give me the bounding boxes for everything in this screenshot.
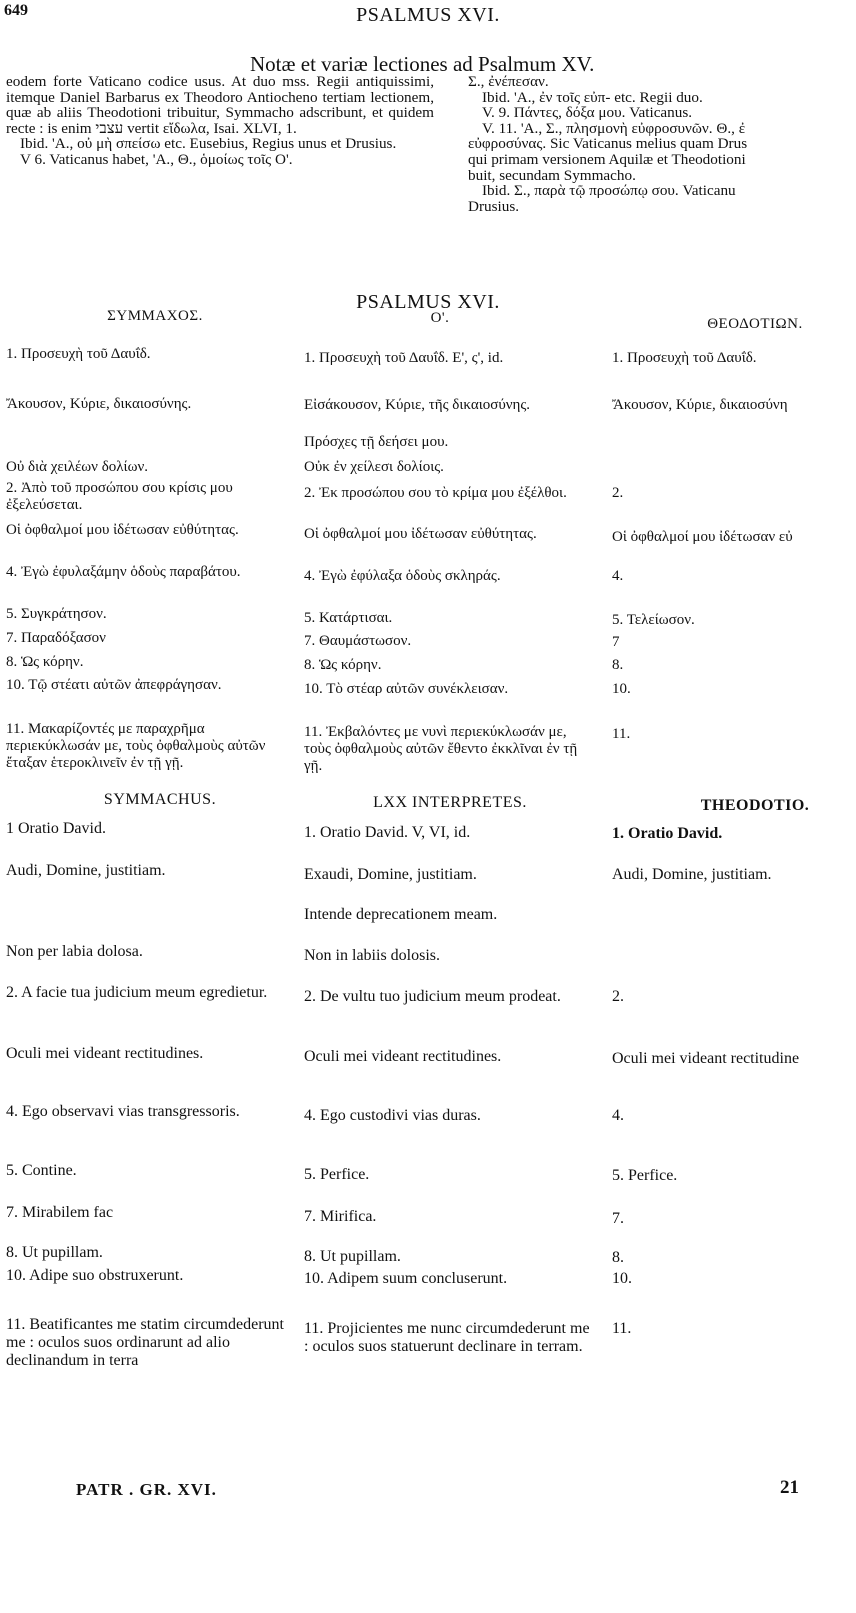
- greek-symmachus-row: 5. Συγκράτησον.: [6, 606, 107, 622]
- notes-title: Notæ et variæ lectiones ad Psalmum XV.: [250, 52, 595, 76]
- latin-symmachus-row: 5. Contine.: [6, 1162, 77, 1179]
- note-line: V. 11. 'A., Σ., πλησμονὴ εὐφροσυνῶν. Θ., ἐ: [482, 119, 746, 137]
- greek-lxx-row: 1. Προσευχὴ τοῦ Δαυΐδ. Ε', ς', id.: [304, 350, 504, 366]
- latin-symmachus-row: Audi, Domine, justitiam.: [6, 862, 166, 879]
- latin-lxx-row: 5. Perfice.: [304, 1166, 370, 1183]
- latin-symmachus-row: 11. Beatificantes me statim circumdederunt me : oculos suos ordinarunt ad alio declinandum in terra: [6, 1316, 284, 1369]
- note-line: Σ., ἐνέπεσαν.: [468, 73, 549, 90]
- greek-lxx-row: 7. Θαυμάστωσον.: [304, 633, 412, 649]
- latin-theodotio-row: Audi, Domine, justitiam.: [612, 866, 772, 883]
- latin-header-theodotio: THEODOTIO.: [700, 797, 810, 814]
- greek-symmachus-row: Οὐ διὰ χειλέων δολίων.: [6, 459, 148, 475]
- greek-symmachus-row: 11. Μακαρίζοντές με παραχρῆμα περιεκύκλωσάν με, τοὺς ὀφθαλμοὺς αὐτῶν ἔταξαν ἑτεροκλινεῖν ἐν τῇ γῇ.: [6, 721, 266, 771]
- greek-symmachus-row: 4. Ἐγὼ ἐφυλαξάμην ὁδοὺς παραβάτου.: [6, 564, 241, 580]
- note-line: εὐφροσύνας. Sic Vaticanus melius quam Drus: [468, 135, 748, 153]
- latin-symmachus-row: 4. Ego observavi vias transgressoris.: [6, 1103, 240, 1120]
- note-line: Ibid. Σ., παρὰ τῷ προσώπῳ σου. Vaticanu: [482, 182, 736, 200]
- latin-theodotio-row: Oculi mei videant rectitudine: [612, 1050, 800, 1067]
- latin-theodotio-row: 4.: [612, 1107, 624, 1124]
- greek-lxx-row: 10. Τὸ στέαρ αὐτῶν συνέκλεισαν.: [304, 681, 509, 697]
- latin-theodotio-row: 10.: [612, 1270, 632, 1287]
- greek-theodotion-row: 11.: [612, 726, 631, 742]
- greek-theodotion-row: 10.: [612, 681, 631, 697]
- note-line: Drusius.: [468, 197, 520, 215]
- notes-left-column: [6, 74, 434, 168]
- greek-theodotion-row: 7: [612, 634, 620, 650]
- note-paragraph: Ibid. 'A., οὐ μὴ σπείσω etc. Eusebius, Regius unus et Drusius.: [20, 135, 397, 153]
- greek-symmachus-row: Οἱ ὀφθαλμοί μου ἰδέτωσαν εὐθύτητας.: [6, 522, 239, 538]
- greek-header-lxx: Ο'.: [430, 310, 450, 326]
- greek-symmachus-row: 1. Προσευχὴ τοῦ Δαυΐδ.: [6, 346, 151, 362]
- greek-symmachus-row: 7. Παραδόξασον: [6, 630, 106, 646]
- psalm-title: PSALMUS XVI.: [356, 291, 500, 313]
- greek-lxx-row: 4. Ἐγὼ ἐφύλαξα ὁδοὺς σκληράς.: [304, 568, 501, 584]
- latin-symmachus-row: 10. Adipe suo obstruxerunt.: [6, 1267, 184, 1284]
- latin-symmachus-row: 1 Oratio David.: [6, 820, 106, 837]
- latin-theodotio-row: 11.: [612, 1320, 632, 1337]
- latin-lxx-row: 11. Projicientes me nunc circumdederunt me : oculos suos statuerunt declinare in terram.: [304, 1320, 590, 1355]
- greek-symmachus-row: 10. Τῷ στέατι αὐτῶν ἀπεφράγησαν.: [6, 677, 222, 693]
- greek-theodotion-row: 8.: [612, 657, 624, 673]
- greek-theodotion-row: 1. Προσευχὴ τοῦ Δαυΐδ.: [612, 350, 757, 366]
- note-line: Ibid. 'A., ἐν τοῖς εὐπ- etc. Regii duo.: [482, 88, 703, 106]
- greek-header-theodotion: ΘΕΟΔΟΤΙΩΝ.: [707, 316, 803, 332]
- greek-theodotion-row: 2.: [612, 485, 624, 501]
- latin-lxx-row: Intende deprecationem meam.: [304, 906, 498, 923]
- latin-symmachus-row: 2. A facie tua judicium meum egredietur.: [6, 984, 268, 1001]
- latin-header-lxx: LXX INTERPRETES.: [373, 794, 527, 811]
- footer-volume-signature: PATR . GR. XVI.: [76, 1480, 217, 1499]
- note-line: qui primam versionem Aquilæ et Theodotioni: [468, 150, 746, 168]
- latin-theodotio-row: 2.: [612, 988, 624, 1005]
- latin-theodotio-row: 1. Oratio David.: [612, 825, 723, 842]
- footer-signature-number: 21: [780, 1477, 799, 1498]
- latin-symmachus-row: 7. Mirabilem fac: [6, 1204, 114, 1221]
- latin-lxx-row: 1. Oratio David. V, VI, id.: [304, 824, 471, 841]
- greek-lxx-row: Εἰσάκουσον, Κύριε, τῆς δικαιοσύνης.: [304, 397, 531, 413]
- latin-lxx-row: 2. De vultu tuo judicium meum prodeat.: [304, 988, 561, 1005]
- notes-right-column: [468, 74, 856, 214]
- latin-theodotio-row: 5. Perfice.: [612, 1167, 678, 1184]
- greek-symmachus-row: Ἄκουσον, Κύριε, δικαιοσύνης.: [6, 396, 192, 412]
- latin-lxx-row: 4. Ego custodivi vias duras.: [304, 1107, 481, 1124]
- note-line: buit, secundam Symmacho.: [468, 166, 636, 184]
- greek-symmachus-row: 2. Ἀπὸ τοῦ προσώπου σου κρίσις μου ἐξελεύσεται.: [6, 480, 233, 513]
- latin-lxx-row: 8. Ut pupillam.: [304, 1248, 401, 1265]
- greek-lxx-row: 5. Κατάρτισαι.: [304, 610, 393, 626]
- greek-lxx-row: 2. Ἐκ προσώπου σου τὸ κρίμα μου ἐξέλθοι.: [304, 485, 567, 501]
- greek-lxx-row: Οὐκ ἐν χείλεσι δολίοις.: [304, 459, 444, 475]
- greek-header-symmachus: ΣΥΜΜΑΧΟΣ.: [107, 308, 203, 324]
- note-paragraph: eodem forte Vaticano codice usus. At duo mss. Regii antiquissimi, itemque Daniel Barbarus ex Theodoro Antiocheno tertiam lectionem, quæ ab aliis Theodotioni tribuitur, Symmacho adscribunt, et quidem recte : is enim עצבי vertit εἴδωλα, Isai. XLVI, 1.: [6, 73, 434, 137]
- latin-lxx-row: 10. Adipem suum concluserunt.: [304, 1270, 508, 1287]
- latin-symmachus-row: Non per labia dolosa.: [6, 943, 143, 960]
- greek-lxx-row: 11. Ἐκβαλόντες με νυνὶ περιεκύκλωσάν με, τοὺς ὀφθαλμοὺς αὐτῶν ἔθεντο ἐκκλῖναι ἐν τῇ γῇ.: [304, 724, 578, 774]
- note-line: V. 9. Πάντες, δόξα μου. Vaticanus.: [482, 104, 693, 122]
- greek-theodotion-row: Οἱ ὀφθαλμοί μου ἰδέτωσαν εὐ: [612, 529, 793, 545]
- greek-theodotion-row: Ἄκουσον, Κύριε, δικαιοσύνη: [612, 397, 788, 413]
- greek-lxx-row: 8. Ὡς κόρην.: [304, 657, 382, 673]
- latin-lxx-row: Oculi mei videant rectitudines.: [304, 1048, 502, 1065]
- greek-theodotion-row: 5. Τελείωσον.: [612, 612, 695, 628]
- latin-lxx-row: Exaudi, Domine, justitiam.: [304, 866, 477, 883]
- latin-lxx-row: 7. Mirifica.: [304, 1208, 377, 1225]
- latin-symmachus-row: 8. Ut pupillam.: [6, 1244, 103, 1261]
- note-paragraph: V 6. Vaticanus habet, 'A., Θ., ὁμοίως τοῖς Ο'.: [20, 150, 293, 168]
- greek-lxx-row: Πρόσχες τῇ δεήσει μου.: [304, 434, 449, 450]
- latin-theodotio-row: 7.: [612, 1210, 624, 1227]
- latin-lxx-row: Non in labiis dolosis.: [304, 947, 441, 964]
- latin-header-symmachus: SYMMACHUS.: [103, 791, 217, 808]
- greek-theodotion-row: 4.: [612, 568, 624, 584]
- greek-symmachus-row: 8. Ὡς κόρην.: [6, 654, 84, 670]
- latin-theodotio-row: 8.: [612, 1249, 624, 1266]
- running-head: PSALMUS XVI.: [356, 4, 500, 26]
- latin-symmachus-row: Oculi mei videant rectitudines.: [6, 1045, 204, 1062]
- greek-lxx-row: Οἱ ὀφθαλμοί μου ἰδέτωσαν εὐθύτητας.: [304, 526, 537, 542]
- page-number: 649: [4, 2, 28, 19]
